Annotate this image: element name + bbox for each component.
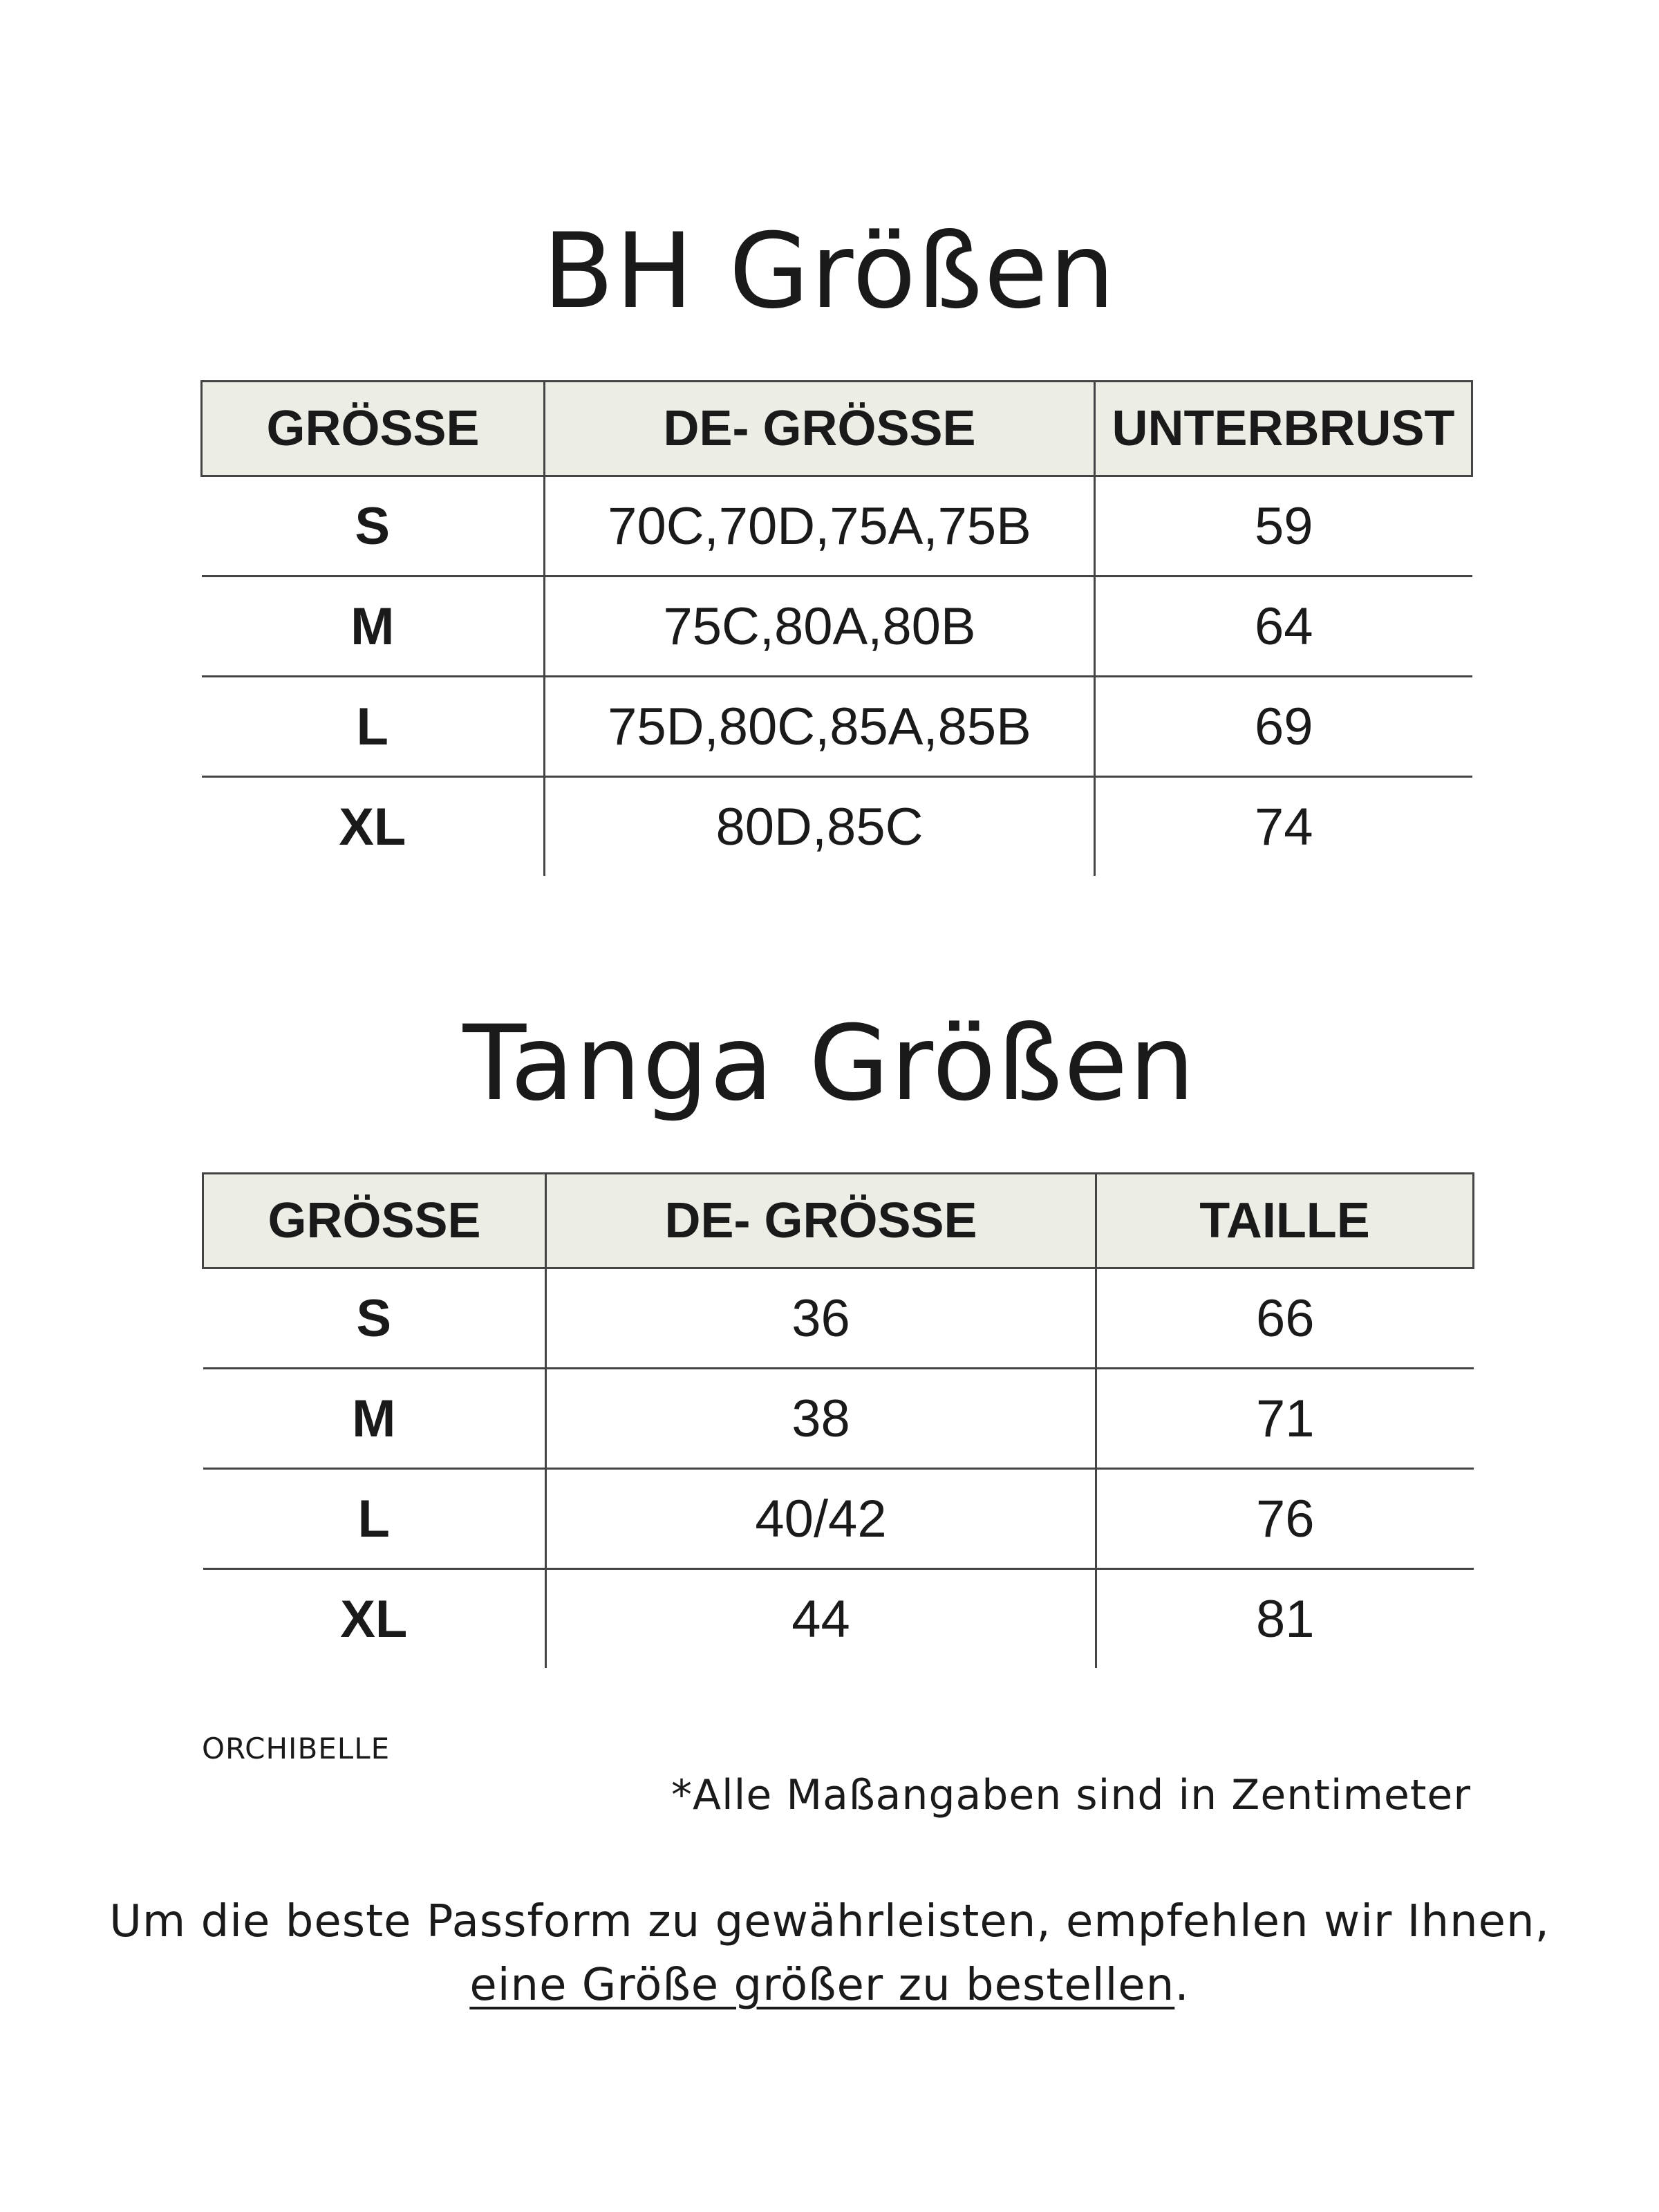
- header-de-size: DE- GRÖSSE: [546, 1174, 1096, 1268]
- table-header-row: [203, 1174, 1474, 1268]
- de-size-cell: 38: [546, 1369, 1096, 1469]
- size-cell: M: [203, 1369, 546, 1469]
- table-row: [202, 476, 1472, 577]
- underbust-cell: 64: [1095, 577, 1472, 677]
- size-cell: XL: [340, 1589, 408, 1649]
- header-size: GRÖSSE: [203, 1174, 546, 1268]
- underbust-cell: 74: [1095, 777, 1472, 877]
- de-size-cell: 75D,80C,85A,85B: [545, 677, 1095, 777]
- tanga-size-title: Tanga Größen: [462, 1004, 1197, 1124]
- de-size-cell: 44: [546, 1569, 1096, 1669]
- table-row: [202, 777, 1472, 877]
- fit-recommendation: [0, 1890, 1659, 2017]
- table-row: [203, 1268, 1474, 1369]
- size-cell: L: [202, 677, 545, 777]
- waist-cell: 71: [1096, 1369, 1474, 1469]
- recommendation-line: Um die beste Passform zu gewährleisten, empfehlen wir Ihnen,: [109, 1896, 1550, 1947]
- header-size: GRÖSSE: [202, 382, 545, 476]
- table-row: [203, 1469, 1474, 1569]
- header-waist: TAILLE: [1096, 1174, 1474, 1268]
- de-size-cell: 36: [546, 1268, 1096, 1369]
- table-header-row: [202, 382, 1472, 476]
- recommendation-period: .: [1174, 1960, 1190, 2011]
- table-row: [202, 677, 1472, 777]
- size-cell: S: [202, 476, 545, 577]
- bh-size-table: [200, 380, 1473, 876]
- size-cell: L: [203, 1469, 546, 1569]
- underbust-cell: 59: [1095, 476, 1472, 577]
- de-size-cell: 40/42: [546, 1469, 1096, 1569]
- waist-cell: 76: [1096, 1469, 1474, 1569]
- tanga-size-table: [202, 1172, 1474, 1668]
- bh-size-title: BH Größen: [543, 212, 1116, 332]
- de-size-cell: 70C,70D,75A,75B: [545, 476, 1095, 577]
- table-row: [203, 1369, 1474, 1469]
- de-size-cell: 80D,85C: [545, 777, 1095, 877]
- table-row: [202, 577, 1472, 677]
- header-de-size: DE- GRÖSSE: [545, 382, 1095, 476]
- size-cell: S: [203, 1268, 546, 1369]
- header-underbust: UNTERBRUST: [1095, 382, 1472, 476]
- table-row: [203, 1569, 1474, 1669]
- brand-name: ORCHIBELLE: [202, 1732, 391, 1765]
- de-size-cell: 75C,80A,80B: [545, 577, 1095, 677]
- size-cell: M: [202, 577, 545, 677]
- size-cell: XL: [339, 797, 406, 856]
- waist-cell: 81: [1096, 1569, 1474, 1669]
- recommendation-line-2: [0, 1953, 1659, 2017]
- size-up-link[interactable]: eine Größe größer zu bestellen: [469, 1960, 1175, 2011]
- waist-cell: 66: [1096, 1268, 1474, 1369]
- measurement-note: *Alle Maßangaben sind in Zentimeter: [671, 1771, 1471, 1819]
- underbust-cell: 69: [1095, 677, 1472, 777]
